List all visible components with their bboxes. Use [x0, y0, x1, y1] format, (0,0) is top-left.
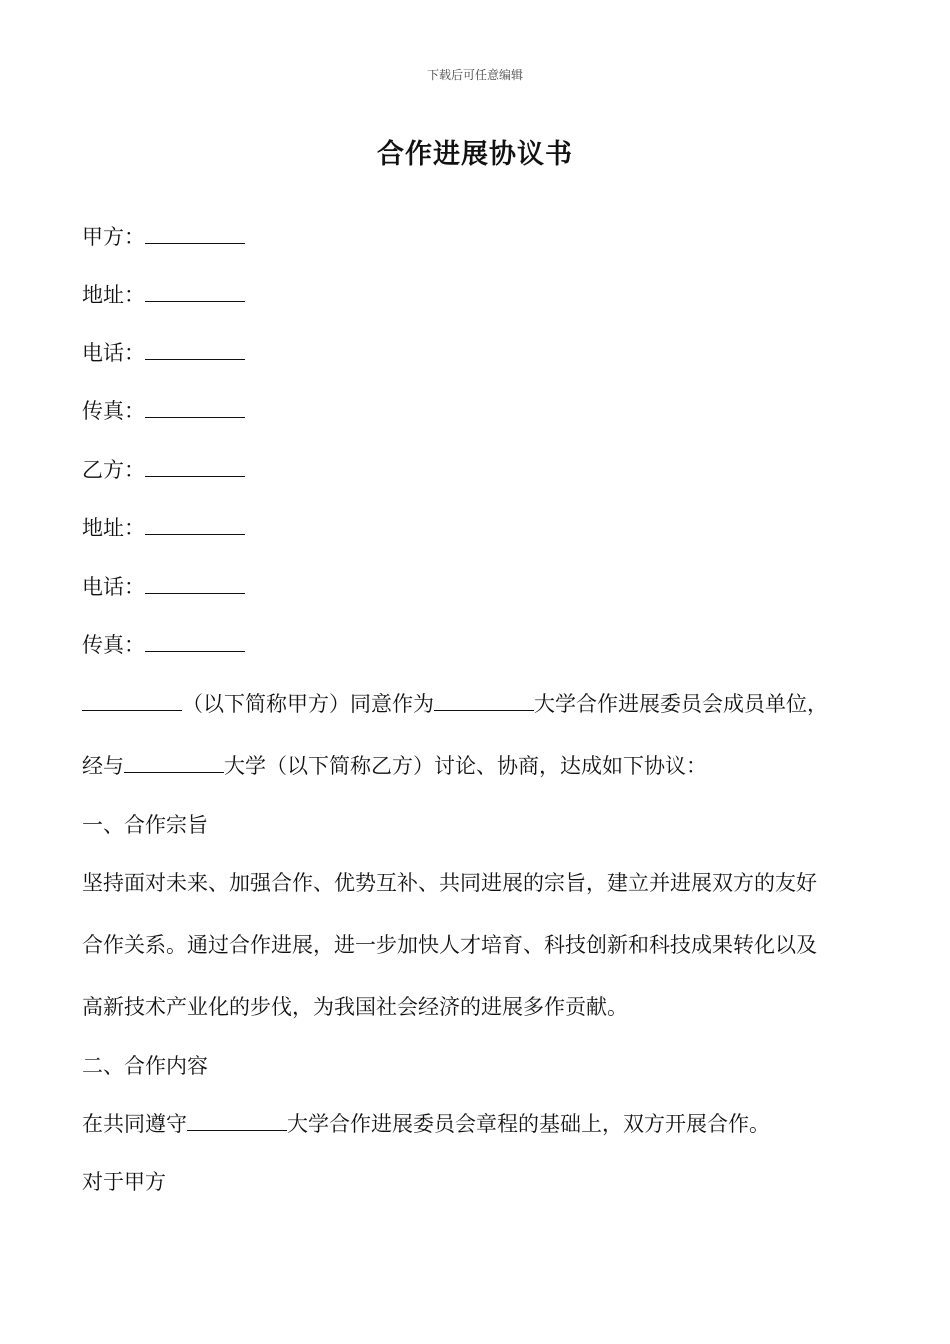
section-2-heading: 二、合作内容	[82, 1054, 208, 1078]
section-1-line-3: 高新技术产业化的步伐，为我国社会经济的进展多作贡献。	[82, 995, 628, 1019]
party-b-phone-label: 电话：	[82, 575, 145, 599]
party-a-address-row	[82, 280, 245, 310]
party-a-phone-label: 电话：	[82, 341, 145, 365]
party-b-address-row	[82, 513, 245, 543]
intro-text-1: （以下简称甲方）同意作为	[182, 692, 434, 716]
intro-party-a-blank[interactable]	[82, 690, 182, 711]
document-title: 合作进展协议书	[377, 139, 573, 170]
party-a-address-label: 地址：	[82, 283, 145, 307]
party-a-name-label: 甲方：	[82, 225, 145, 249]
party-b-address-blank[interactable]	[145, 514, 245, 535]
party-a-address-blank[interactable]	[145, 281, 245, 302]
header-note: 下载后可任意编辑	[426, 68, 523, 82]
section-2-text-2: 大学合作进展委员会章程的基础上，双方开展合作。	[287, 1112, 770, 1136]
section-1-heading: 一、合作宗旨	[82, 813, 208, 837]
party-b-name-blank[interactable]	[145, 456, 245, 477]
section-2-text-1: 在共同遵守	[82, 1112, 187, 1136]
party-a-fax-label: 传真：	[82, 399, 145, 423]
party-b-name-label: 乙方：	[82, 458, 145, 482]
section-2-line-2: 对于甲方	[82, 1170, 166, 1194]
section-2-line-1	[82, 1109, 770, 1139]
intro-party-b-blank[interactable]	[124, 752, 224, 773]
party-a-phone-blank[interactable]	[145, 339, 245, 360]
party-b-phone-row	[82, 572, 245, 602]
intro-line-2	[82, 751, 707, 781]
section-1-line-2: 合作关系。通过合作进展，进一步加快人才培育、科技创新和科技成果转化以及	[82, 933, 817, 957]
intro-text-3: 经与	[82, 754, 124, 778]
party-a-phone-row	[82, 338, 245, 368]
intro-university-blank[interactable]	[434, 690, 534, 711]
party-b-fax-blank[interactable]	[145, 631, 245, 652]
party-b-address-label: 地址：	[82, 516, 145, 540]
party-b-phone-blank[interactable]	[145, 573, 245, 594]
party-b-name-row	[82, 455, 245, 485]
party-b-fax-label: 传真：	[82, 633, 145, 657]
party-a-name-blank[interactable]	[145, 223, 245, 244]
intro-line-1	[82, 689, 828, 719]
section-1-line-1: 坚持面对未来、加强合作、优势互补、共同进展的宗旨，建立并进展双方的友好	[82, 871, 817, 895]
intro-text-2: 大学合作进展委员会成员单位，	[534, 692, 828, 716]
party-a-name-row	[82, 222, 245, 252]
party-a-fax-blank[interactable]	[145, 397, 245, 418]
section-2-university-blank[interactable]	[187, 1110, 287, 1131]
intro-text-4: 大学（以下简称乙方）讨论、协商，达成如下协议：	[224, 754, 707, 778]
party-b-fax-row	[82, 630, 245, 660]
party-a-fax-row	[82, 396, 245, 426]
